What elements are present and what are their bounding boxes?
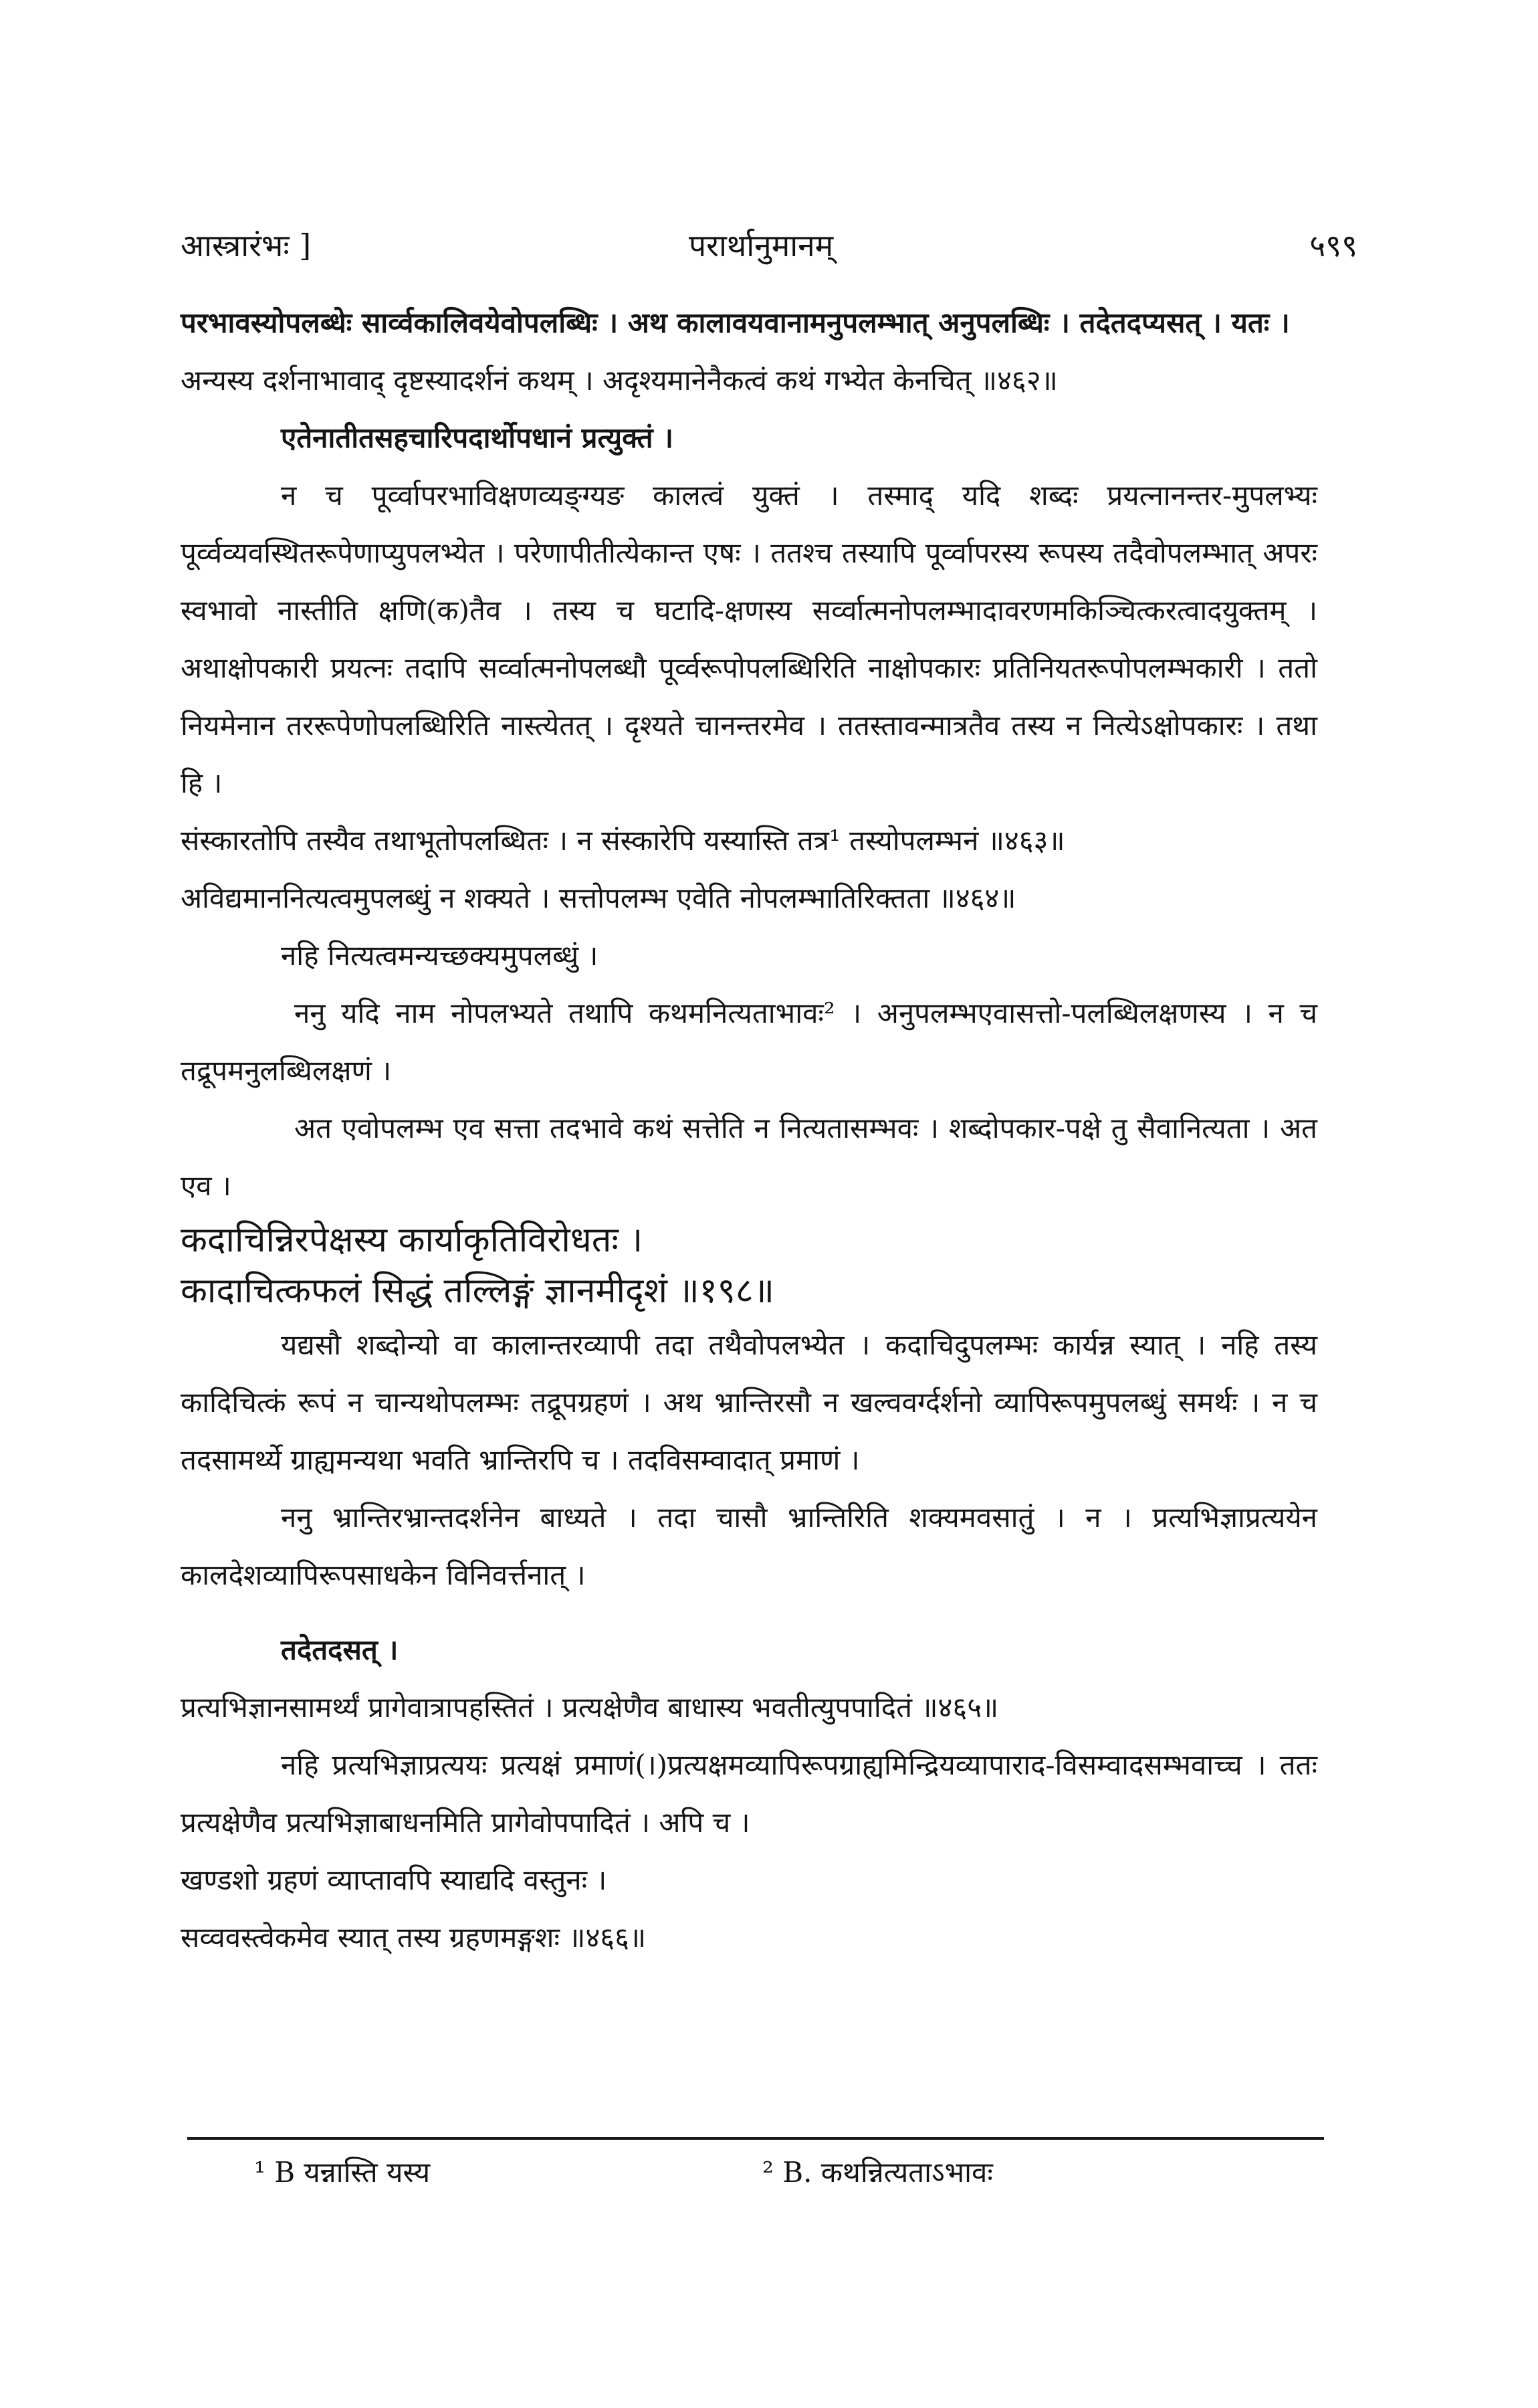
footnote-divider: [187, 2137, 1324, 2140]
footnote-mark: ²: [762, 2156, 774, 2189]
verse-464: अविद्यमाननित्यत्वमुपलब्धुं न शक्यते । सत्तोपलम्भ एवेति नोपलम्भातिरिक्तता ॥४६४॥: [181, 882, 1016, 914]
paragraph: नहि नित्यत्वमन्यच्छक्यमुपलब्धुं ।: [281, 939, 598, 972]
footnote-text: B यन्नास्ति यस्य: [274, 2156, 431, 2189]
footnote-text: B. कथन्नित्यताऽभावः: [782, 2156, 993, 2189]
footnote-mark: ¹: [254, 2156, 265, 2189]
paragraph: तदेतदसत् ।: [281, 1633, 399, 1666]
header-section-label: आस्त्रारंभः ]: [181, 227, 312, 264]
karika-198-line-1: कदाचिन्निरपेक्षस्य कार्याकृतिविरोधतः ।: [181, 1220, 643, 1260]
footnote: [254, 2152, 430, 2191]
paragraph: ननु भ्रान्तिरभ्रान्तदर्शनेन बाध्यते । तदा चासौ भ्रान्तिरिति शक्यमवसातुं । न । प्रत्यभिज्ञाप्रत्ययेन कालदेशव्यापिरूपसाधकेन विनिवर्त्तनात् ।: [181, 1501, 1317, 1591]
verse-465: प्रत्यभिज्ञानसामर्थ्यं प्रागेवात्रापहस्तितं । प्रत्यक्षेणैव बाधास्य भवतीत्युपपादितं ॥४६५॥: [181, 1691, 999, 1724]
paragraph: अत एवोपलम्भ एव सत्ता तदभावे कथं सत्तेति न नित्यतासम्भवः । शब्दोपकार-पक्षे तु सैवानित्यता । अत एव ।: [181, 1112, 1317, 1202]
page-number: ५९९: [1309, 227, 1357, 264]
karika-198-line-2: कादाचित्कफलं सिद्धं तल्लिङ्गं ज्ञानमीदृशं ॥१९८॥: [181, 1271, 774, 1311]
header-title: परार्थानुमानम्: [689, 227, 834, 264]
paragraph: ननु यदि नाम नोपलभ्यते तथापि कथमनित्यताभावः² । अनुपलम्भएवासत्तो-पलब्धिलक्षणस्य । न च तद्रूपमनुलब्धिलक्षणं ।: [181, 997, 1317, 1087]
paragraph: एतेनातीतसहचारिपदार्थोपधानं प्रत्युक्तं ।: [281, 421, 674, 454]
verse-466-line-2: सव्ववस्त्वेकमेव स्यात् तस्य ग्रहणमङ्गशः ॥४६६॥: [181, 1921, 647, 1954]
paragraph: नहि प्रत्यभिज्ञाप्रत्ययः प्रत्यक्षं प्रमाणं(।)प्रत्यक्षमव्यापिरूपग्राह्यमिन्द्रियव्यापाराद-विसम्वादसम्भवाच्च । ततः प्रत्यक्षेणैव प्रत्यभिज्ञाबाधनमिति प्रागेवोपपादितं । अपि च ।: [181, 1748, 1317, 1839]
paragraph: परभावस्योपलब्धेः सार्व्वकालिवयेवोपलब्धिः । अथ कालावयवानामनुपलम्भात् अनुपलब्धिः । तदेतदप्यसत् । यतः ।: [181, 306, 1290, 339]
verse-463: संस्कारतोपि तस्यैव तथाभूतोपलब्धितः । न संस्कारेपि यस्यास्ति तत्र¹ तस्योपलम्भनं ॥४६३॥: [181, 824, 1065, 857]
paragraph: न च पूर्व्वापरभाविक्षणव्यङ्ग्यङ कालत्वं युक्तं । तस्माद् यदि शब्दः प्रयत्नानन्तर-मुपलभ्यः पूर्व्वव्यवस्थितरूपेणाप्युपलभ्येत । परेणापीतीत्येकान्त एषः । ततश्च तस्यापि पूर्व्वापरस्य रूपस्य तदैवोपलम्भात् अपरः स्वभावो नास्तीति क्षणि(क)तैव । तस्य च घटादि-क्षणस्य सर्व्वात्मनोपलम्भादावरणमकिञ्चित्करत्वादयुक्तम् । अथाक्षोपकारी प्रयत्नः तदापि सर्व्वात्मनोपलब्धौ पूर्व्वरूपोपलब्धिरिति नाक्षोपकारः प्रतिनियतरूपोपलम्भकारी । ततो नियमेनान तररूपेणोपलब्धिरिति नास्त्येतत् । दृश्यते चानन्तरमेव । ततस्तावन्मात्रतैव तस्य न नित्येऽक्षोपकारः । तथा हि ।: [181, 479, 1317, 799]
verse-466-line-1: खण्डशो ग्रहणं व्याप्तावपि स्याद्यदि वस्तुनः ।: [181, 1864, 607, 1896]
paragraph: यद्यसौ शब्दोन्यो वा कालान्तरव्यापी तदा तथैवोपलभ्येत । कदाचिदुपलम्भः कार्यन्न स्यात् । नहि तस्य कादिचित्कं रूपं न चान्यथोपलम्भः तद्रूपग्रहणं । अथ भ्रान्तिरसौ न खल्ववर्ग्दर्शनो व्यापिरूपमुपलब्धुं समर्थः । न च तदसामर्थ्ये ग्राह्यमन्यथा भवति भ्रान्तिरपि च । तदविसम्वादात् प्रमाणं ।: [181, 1328, 1317, 1476]
page-body: [181, 294, 1317, 1967]
running-header: [181, 224, 1357, 271]
spacer: [181, 1604, 1317, 1621]
verse-462: अन्यस्य दर्शनाभावाद् दृष्टस्यादर्शनं कथम् । अदृश्यमानेनैकत्वं कथं गभ्येत केनचित् ॥४६२॥: [181, 364, 1058, 397]
footnote: [762, 2152, 993, 2191]
